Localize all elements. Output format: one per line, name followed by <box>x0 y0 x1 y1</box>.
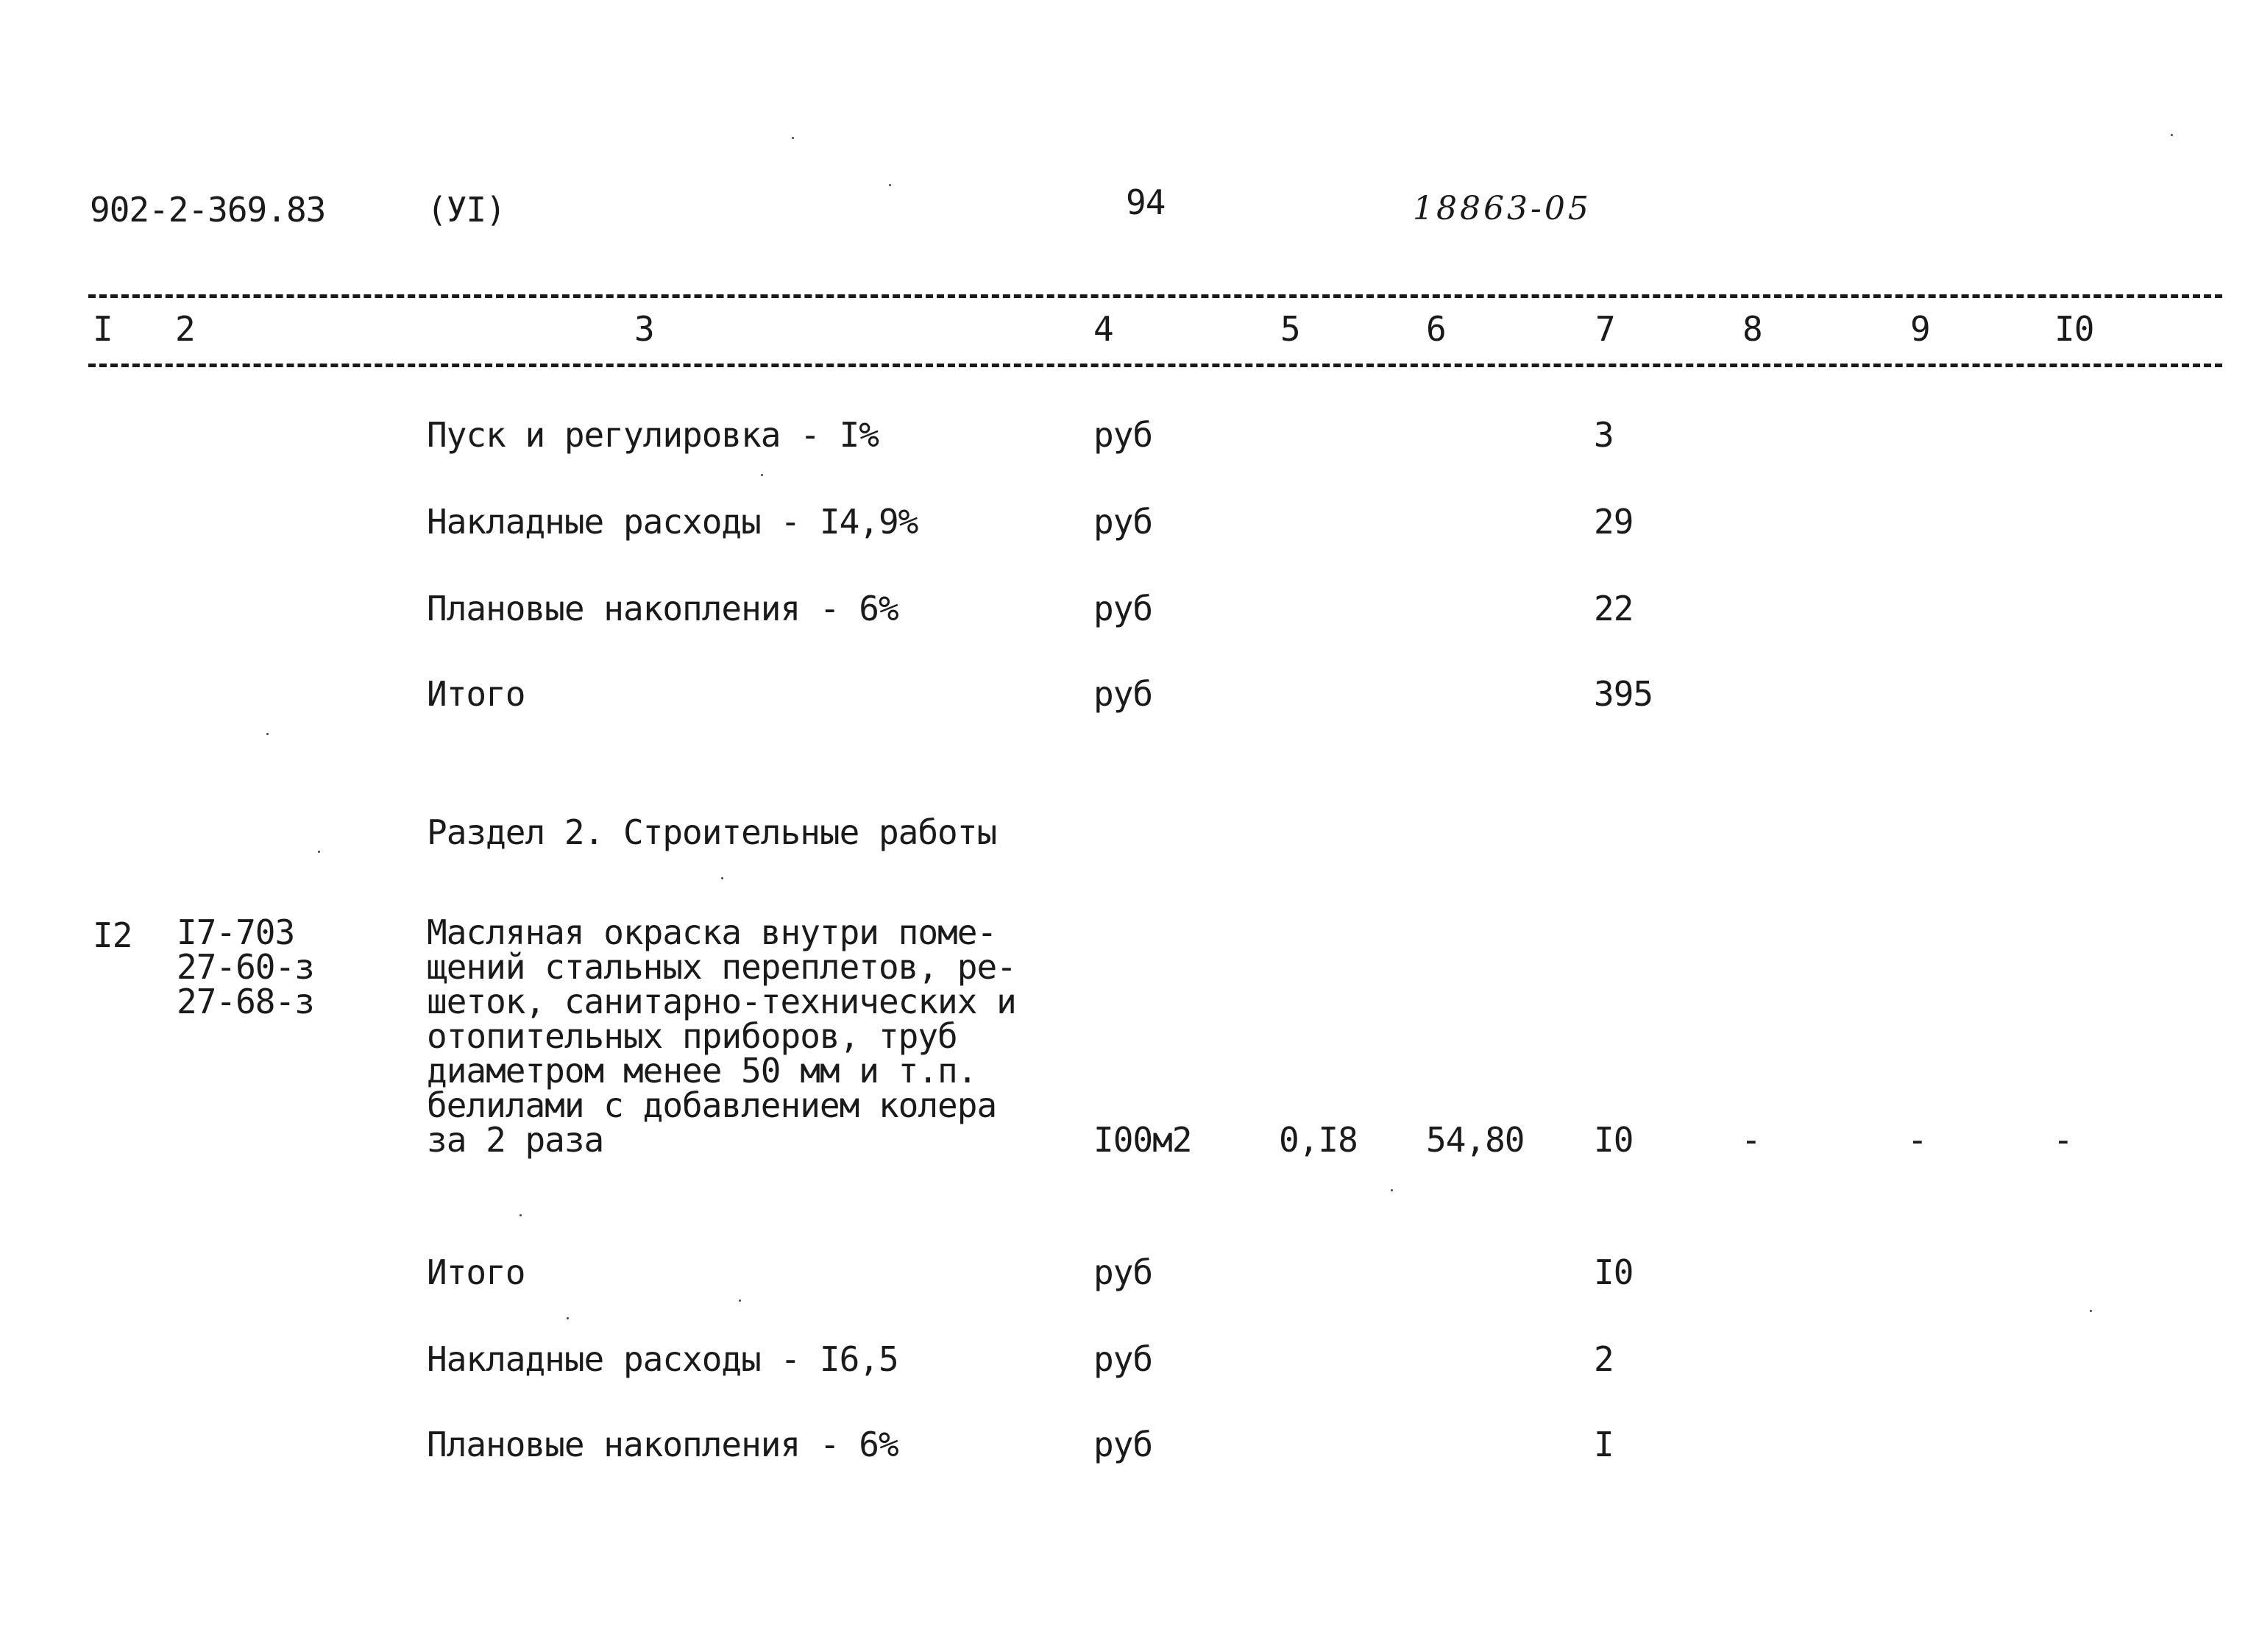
row-value: 29 <box>1594 502 1634 542</box>
scan-speck <box>792 137 794 139</box>
column-header-8: 8 <box>1742 309 1762 349</box>
column-header-5: 5 <box>1280 309 1300 349</box>
row-value: 3 <box>1594 415 1614 455</box>
doc-code: 902-2-369.83 <box>90 190 326 230</box>
column-header-3: 3 <box>634 309 654 349</box>
header-top-rule <box>88 294 2222 298</box>
scan-speck <box>889 184 891 186</box>
header-bottom-rule <box>88 364 2222 367</box>
row-value: I <box>1594 1425 1614 1464</box>
row-unit: руб <box>1093 674 1153 714</box>
scan-speck <box>519 1214 522 1216</box>
row-value: I0 <box>1594 1252 1634 1292</box>
column-header-7: 7 <box>1595 309 1615 349</box>
column-header-4: 4 <box>1093 309 1113 349</box>
item-unit: I00м2 <box>1093 1120 1192 1160</box>
row-name: Итого <box>427 674 525 714</box>
scan-speck <box>318 851 320 853</box>
section-title: Раздел 2. Строительные работы <box>427 812 997 852</box>
row-unit: руб <box>1093 1252 1153 1292</box>
item-col8: - <box>1741 1120 1761 1160</box>
column-header-9: 9 <box>1910 309 1930 349</box>
column-header-2: 2 <box>175 309 195 349</box>
row-name: Итого <box>427 1252 525 1292</box>
page-number: 94 <box>1126 182 1166 222</box>
row-value: 22 <box>1594 589 1634 628</box>
row-name: Пуск и регулировка - I% <box>427 415 879 455</box>
item-number: I2 <box>93 915 132 955</box>
item-col9: - <box>1907 1120 1927 1160</box>
row-name: Плановые накопления - 6% <box>427 1425 898 1464</box>
scan-speck <box>2090 1310 2092 1312</box>
column-header-1: I <box>93 309 113 349</box>
scan-speck <box>567 1317 569 1319</box>
item-quantity: 0,I8 <box>1279 1120 1358 1160</box>
item-codes: I7-703 27-60-з 27-68-з <box>177 912 314 1021</box>
scan-speck <box>761 474 763 476</box>
scan-speck <box>2171 134 2173 136</box>
item-col10: - <box>2053 1120 2073 1160</box>
row-value: 395 <box>1594 674 1653 714</box>
scan-speck <box>266 733 269 735</box>
handwritten-number: 18863-05 <box>1413 190 1592 227</box>
row-name: Накладные расходы - I4,9% <box>427 502 918 542</box>
row-unit: руб <box>1093 1425 1153 1464</box>
scan-speck <box>721 877 723 879</box>
item-total: I0 <box>1594 1120 1634 1160</box>
row-unit: руб <box>1093 415 1153 455</box>
row-unit: руб <box>1093 1339 1153 1379</box>
scan-speck <box>739 1300 741 1302</box>
item-description: Масляная окраска внутри поме- щений стальных переплетов, ре- шеток, санитарно-технических и отопительных приборов, труб диаметром менее 50 мм и т.п. белилами с добавлением колера за 2 раза <box>427 912 1016 1160</box>
item-unit-price: 54,80 <box>1426 1120 1525 1160</box>
volume-label: (УI) <box>427 190 506 230</box>
column-header-6: 6 <box>1426 309 1446 349</box>
row-unit: руб <box>1093 589 1153 628</box>
column-header-10: I0 <box>2054 309 2094 349</box>
row-name: Плановые накопления - 6% <box>427 589 898 628</box>
row-unit: руб <box>1093 502 1153 542</box>
scan-speck <box>1391 1189 1393 1191</box>
row-name: Накладные расходы - I6,5 <box>427 1339 898 1379</box>
row-value: 2 <box>1594 1339 1614 1379</box>
